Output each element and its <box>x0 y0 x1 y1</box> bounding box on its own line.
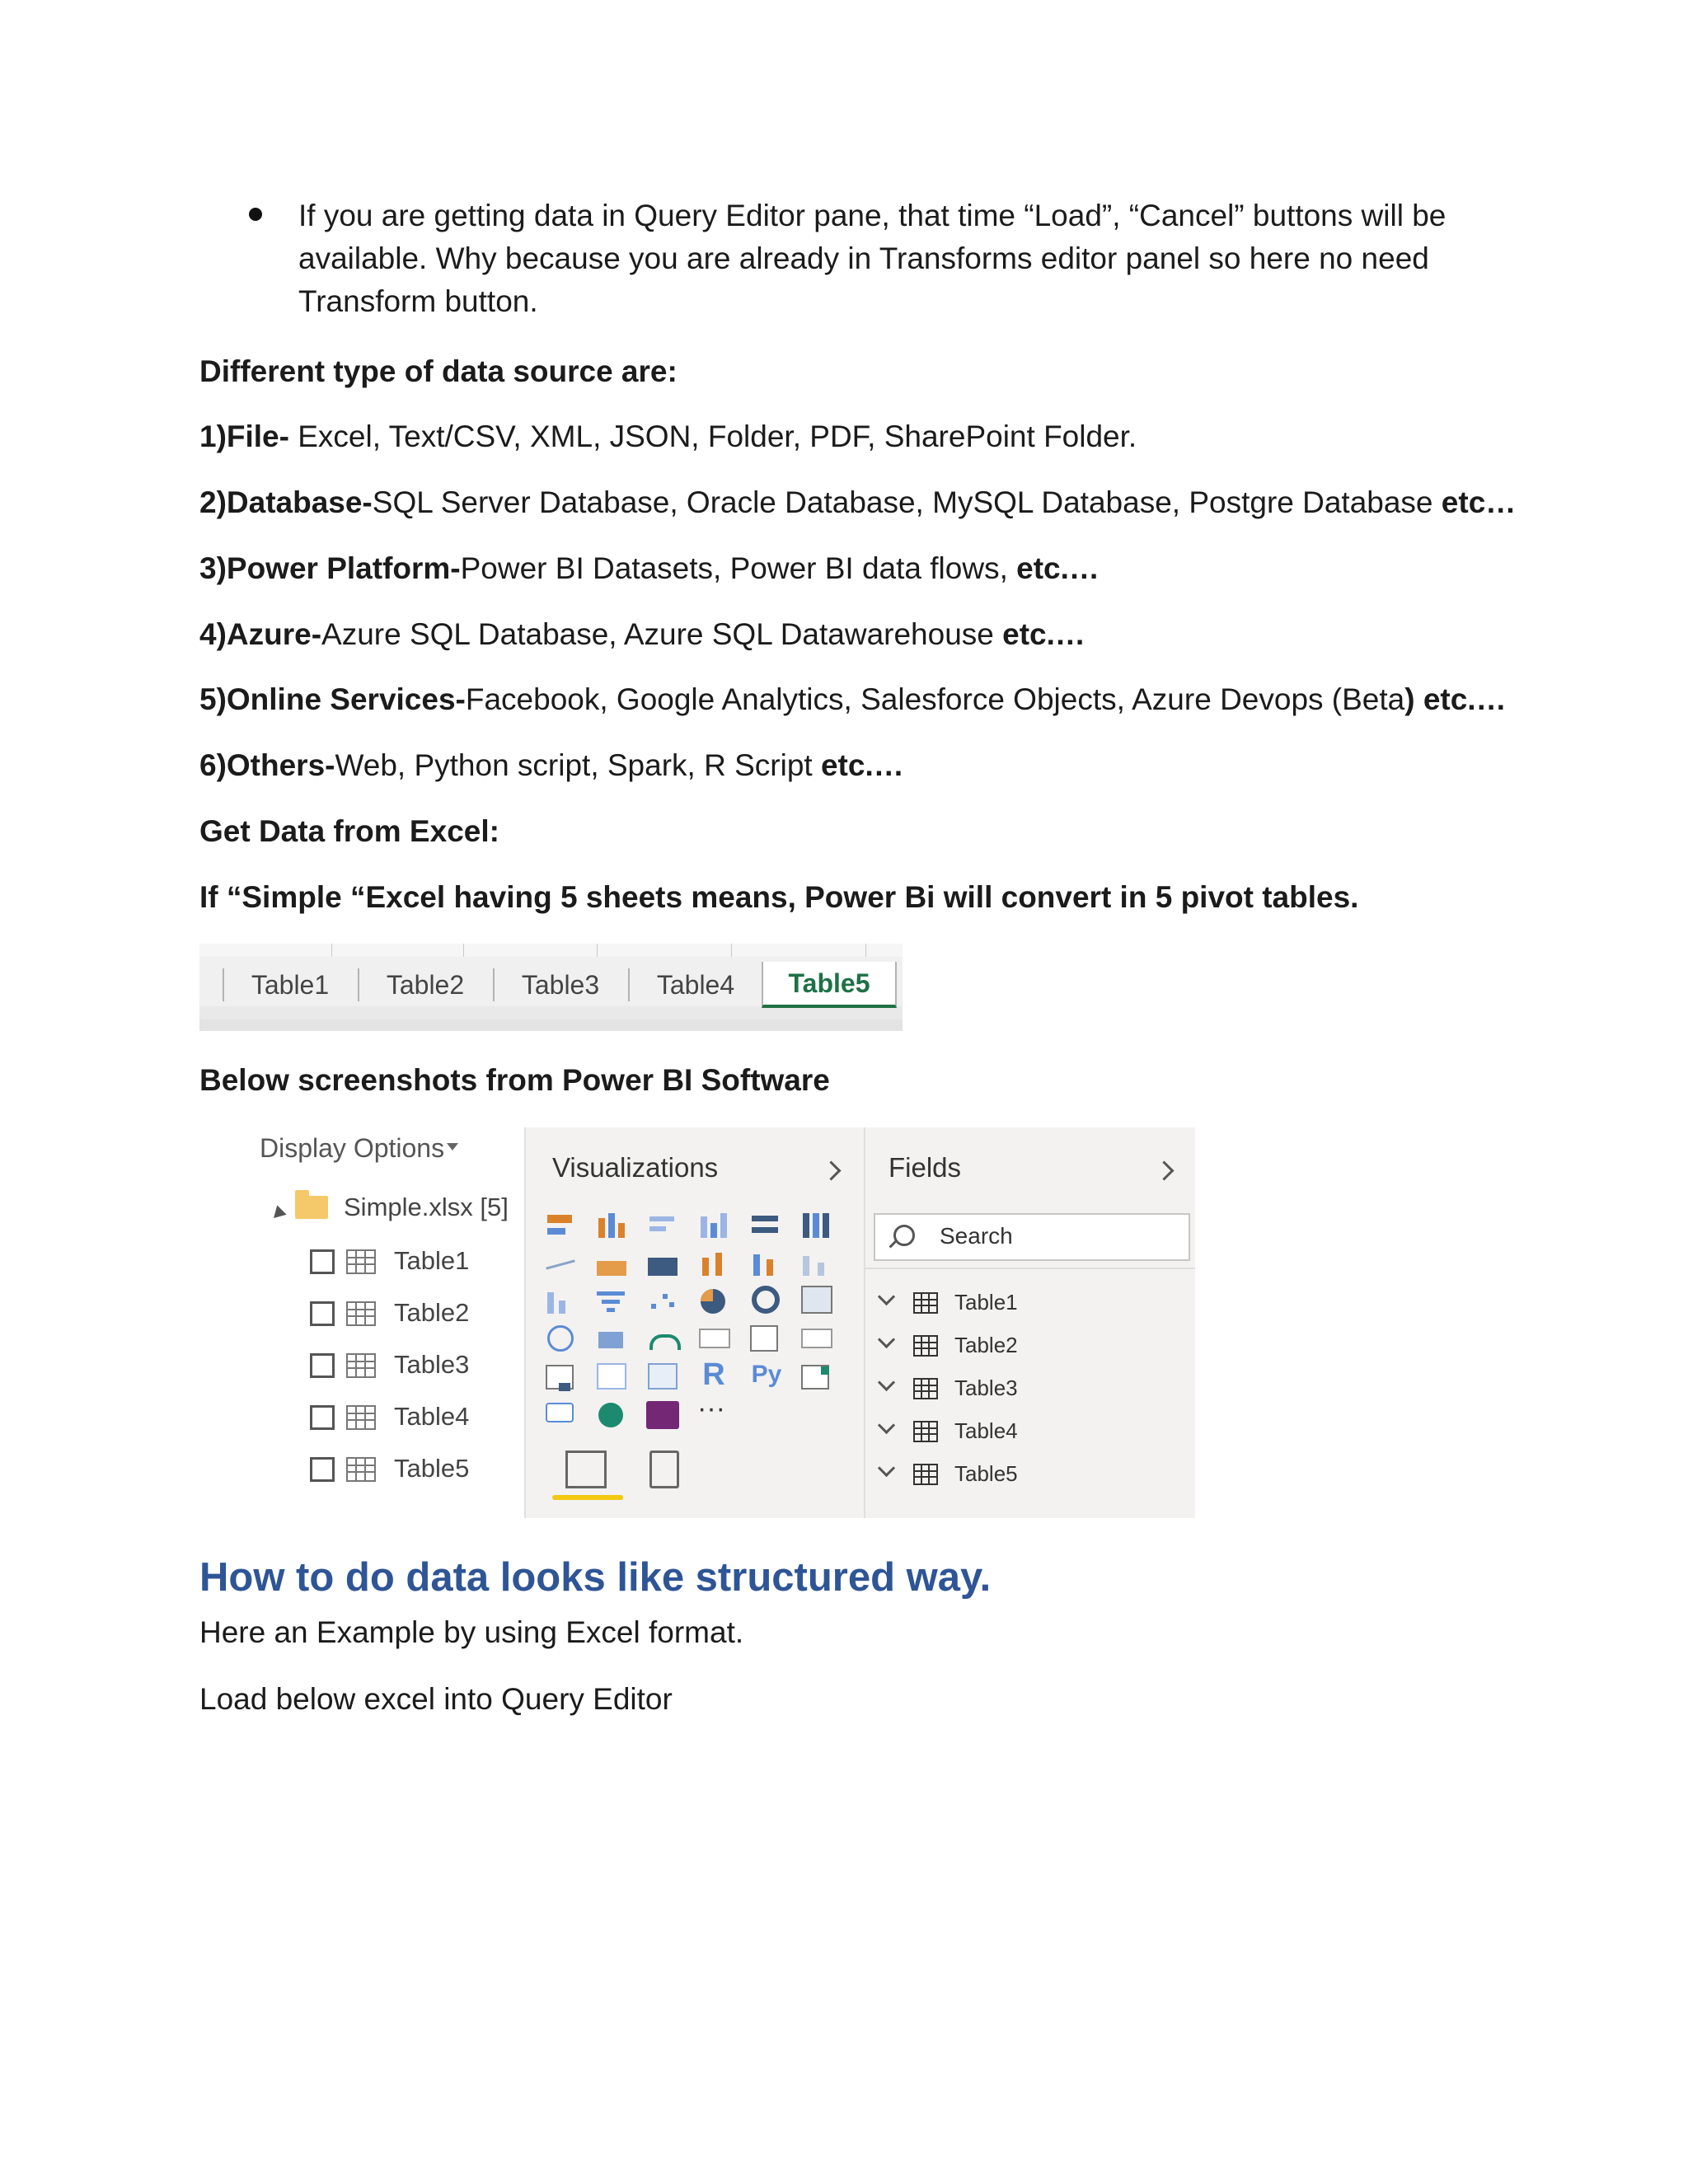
field-table-label: Table3 <box>954 1376 1018 1400</box>
line-stacked-column-icon[interactable] <box>748 1248 781 1279</box>
kpi-icon[interactable] <box>799 1324 832 1355</box>
scatter-chart-icon[interactable] <box>646 1286 679 1317</box>
visualizations-pane <box>524 1127 865 1518</box>
active-tab-indicator <box>552 1495 623 1500</box>
navigator-item-label: Table4 <box>394 1402 470 1431</box>
source-line-database: 2)Database-SQL Server Database, Oracle Database, MySQL Database, Postgre Database etc… <box>199 485 1517 519</box>
source-line-power-platform: 3)Power Platform-Power BI Datasets, Power BI data flows, etc.… <box>199 551 1100 585</box>
navigator-item-label: Table2 <box>394 1298 470 1327</box>
donut-chart-icon[interactable] <box>748 1286 781 1317</box>
chevron-down-icon[interactable] <box>878 1331 895 1348</box>
clustered-bar-chart-icon[interactable] <box>646 1210 679 1241</box>
section-title: How to do data looks like structured way. <box>199 1555 992 1600</box>
table-icon <box>913 1421 938 1442</box>
ribbon-chart-icon[interactable] <box>799 1248 832 1279</box>
example-line: Here an Example by using Excel format. <box>199 1615 744 1649</box>
table-icon <box>913 1464 938 1485</box>
sources-heading: Different type of data source are: <box>199 354 678 388</box>
source-line-file: 1)File- Excel, Text/CSV, XML, JSON, Folder, PDF, SharePoint Folder. <box>199 419 1137 453</box>
sheet-tab-table5[interactable]: Table5 <box>762 962 897 1008</box>
100-stacked-column-icon[interactable] <box>799 1210 832 1241</box>
expand-triangle-icon[interactable] <box>269 1205 286 1222</box>
line-chart-icon[interactable] <box>544 1248 577 1279</box>
visualizations-title: Visualizations <box>552 1152 719 1183</box>
table-visual-icon[interactable] <box>595 1361 628 1393</box>
search-icon <box>893 1225 915 1246</box>
display-options-dropdown[interactable]: Display Options <box>260 1133 445 1163</box>
excel-sheet-tabs <box>199 944 903 1031</box>
screenshots-heading: Below screenshots from Power BI Software <box>199 1063 830 1097</box>
format-paint-roller-icon[interactable] <box>649 1451 679 1488</box>
filled-map-icon[interactable] <box>595 1324 628 1355</box>
field-table-label: Table5 <box>954 1461 1018 1486</box>
field-table-label: Table1 <box>954 1290 1018 1315</box>
table-icon <box>346 1301 376 1326</box>
bullet-dot-icon <box>249 208 262 221</box>
treemap-icon[interactable] <box>799 1286 832 1317</box>
chevron-down-icon[interactable] <box>878 1288 895 1305</box>
waterfall-chart-icon[interactable] <box>544 1286 577 1317</box>
field-table-label: Table2 <box>954 1333 1018 1357</box>
stacked-column-chart-icon[interactable] <box>595 1210 628 1241</box>
excel-note: If “Simple “Excel having 5 sheets means, Power Bi will convert in 5 pivot tables. <box>199 880 1359 914</box>
checkbox[interactable] <box>310 1301 335 1326</box>
pie-chart-icon[interactable] <box>697 1286 730 1317</box>
fields-pane <box>864 1127 1195 1518</box>
more-visuals-icon[interactable]: ··· <box>697 1393 725 1424</box>
load-line: Load below excel into Query Editor <box>199 1682 673 1716</box>
fields-search-input[interactable] <box>874 1213 1190 1261</box>
source-file-label[interactable]: Simple.xlsx [5] <box>344 1193 509 1221</box>
table-icon <box>913 1378 938 1399</box>
r-script-visual-icon[interactable]: R <box>702 1357 725 1392</box>
bullet-paragraph: If you are getting data in Query Editor pane, that time “Load”, “Cancel” buttons will be available. Why because you are already in Transforms editor panel so here no need Transform button. <box>298 199 1447 318</box>
python-visual-icon[interactable]: Py <box>751 1361 782 1388</box>
navigator-panel <box>239 1125 515 1521</box>
chevron-down-icon[interactable] <box>878 1417 895 1434</box>
excel-heading: Get Data from Excel: <box>199 814 499 848</box>
stacked-bar-chart-icon[interactable] <box>544 1210 577 1241</box>
search-placeholder: Search <box>940 1223 1013 1249</box>
fields-title: Fields <box>889 1152 962 1183</box>
chevron-down-icon[interactable] <box>878 1460 895 1477</box>
chevron-right-icon[interactable] <box>1154 1160 1174 1180</box>
line-clustered-column-icon[interactable] <box>697 1248 730 1279</box>
sheet-tab-table1[interactable]: Table1 <box>223 968 356 1001</box>
area-chart-icon[interactable] <box>595 1248 628 1279</box>
chevron-down-icon[interactable] <box>878 1374 895 1391</box>
sheet-tab-table3[interactable]: Table3 <box>493 968 626 1001</box>
clustered-column-chart-icon[interactable] <box>697 1210 730 1241</box>
gauge-icon[interactable] <box>646 1324 679 1355</box>
navigator-item-label: Table1 <box>394 1246 470 1275</box>
map-icon[interactable] <box>544 1324 577 1355</box>
checkbox[interactable] <box>310 1249 335 1274</box>
checkbox[interactable] <box>310 1405 335 1430</box>
slicer-icon[interactable] <box>544 1361 577 1393</box>
arcgis-map-icon[interactable] <box>595 1399 628 1431</box>
chevron-down-icon <box>447 1143 458 1151</box>
field-table-label: Table4 <box>954 1418 1018 1443</box>
navigator-item-label: Table3 <box>394 1350 470 1379</box>
table-icon <box>913 1335 938 1357</box>
chevron-right-icon[interactable] <box>821 1160 841 1180</box>
100-stacked-bar-icon[interactable] <box>748 1210 781 1241</box>
card-icon[interactable] <box>697 1324 730 1355</box>
table-icon <box>913 1292 938 1314</box>
funnel-chart-icon[interactable] <box>595 1286 628 1317</box>
q-and-a-icon[interactable] <box>544 1399 577 1431</box>
source-line-azure: 4)Azure-Azure SQL Database, Azure SQL Datawarehouse etc.… <box>199 617 1085 651</box>
table-icon <box>346 1457 376 1482</box>
folder-icon <box>295 1196 328 1219</box>
table-icon <box>346 1353 376 1378</box>
excel-ruler <box>199 944 903 958</box>
navigator-item-label: Table5 <box>394 1454 470 1483</box>
matrix-visual-icon[interactable] <box>646 1361 679 1393</box>
multi-row-card-icon[interactable] <box>748 1324 781 1355</box>
power-apps-icon[interactable] <box>646 1399 679 1431</box>
key-influencers-icon[interactable] <box>799 1361 832 1393</box>
table-icon <box>346 1249 376 1274</box>
sheet-tab-table2[interactable]: Table2 <box>358 968 491 1001</box>
fields-tab-icon[interactable] <box>565 1451 607 1488</box>
checkbox[interactable] <box>310 1353 335 1378</box>
source-line-online-services: 5)Online Services-Facebook, Google Analytics, Salesforce Objects, Azure Devops (Beta) etc.… <box>199 682 1507 716</box>
stacked-area-chart-icon[interactable] <box>646 1248 679 1279</box>
table-icon <box>346 1405 376 1430</box>
sheet-tab-table4[interactable]: Table4 <box>628 968 762 1001</box>
checkbox[interactable] <box>310 1457 335 1482</box>
source-line-others: 6)Others-Web, Python script, Spark, R Script etc.… <box>199 748 904 782</box>
